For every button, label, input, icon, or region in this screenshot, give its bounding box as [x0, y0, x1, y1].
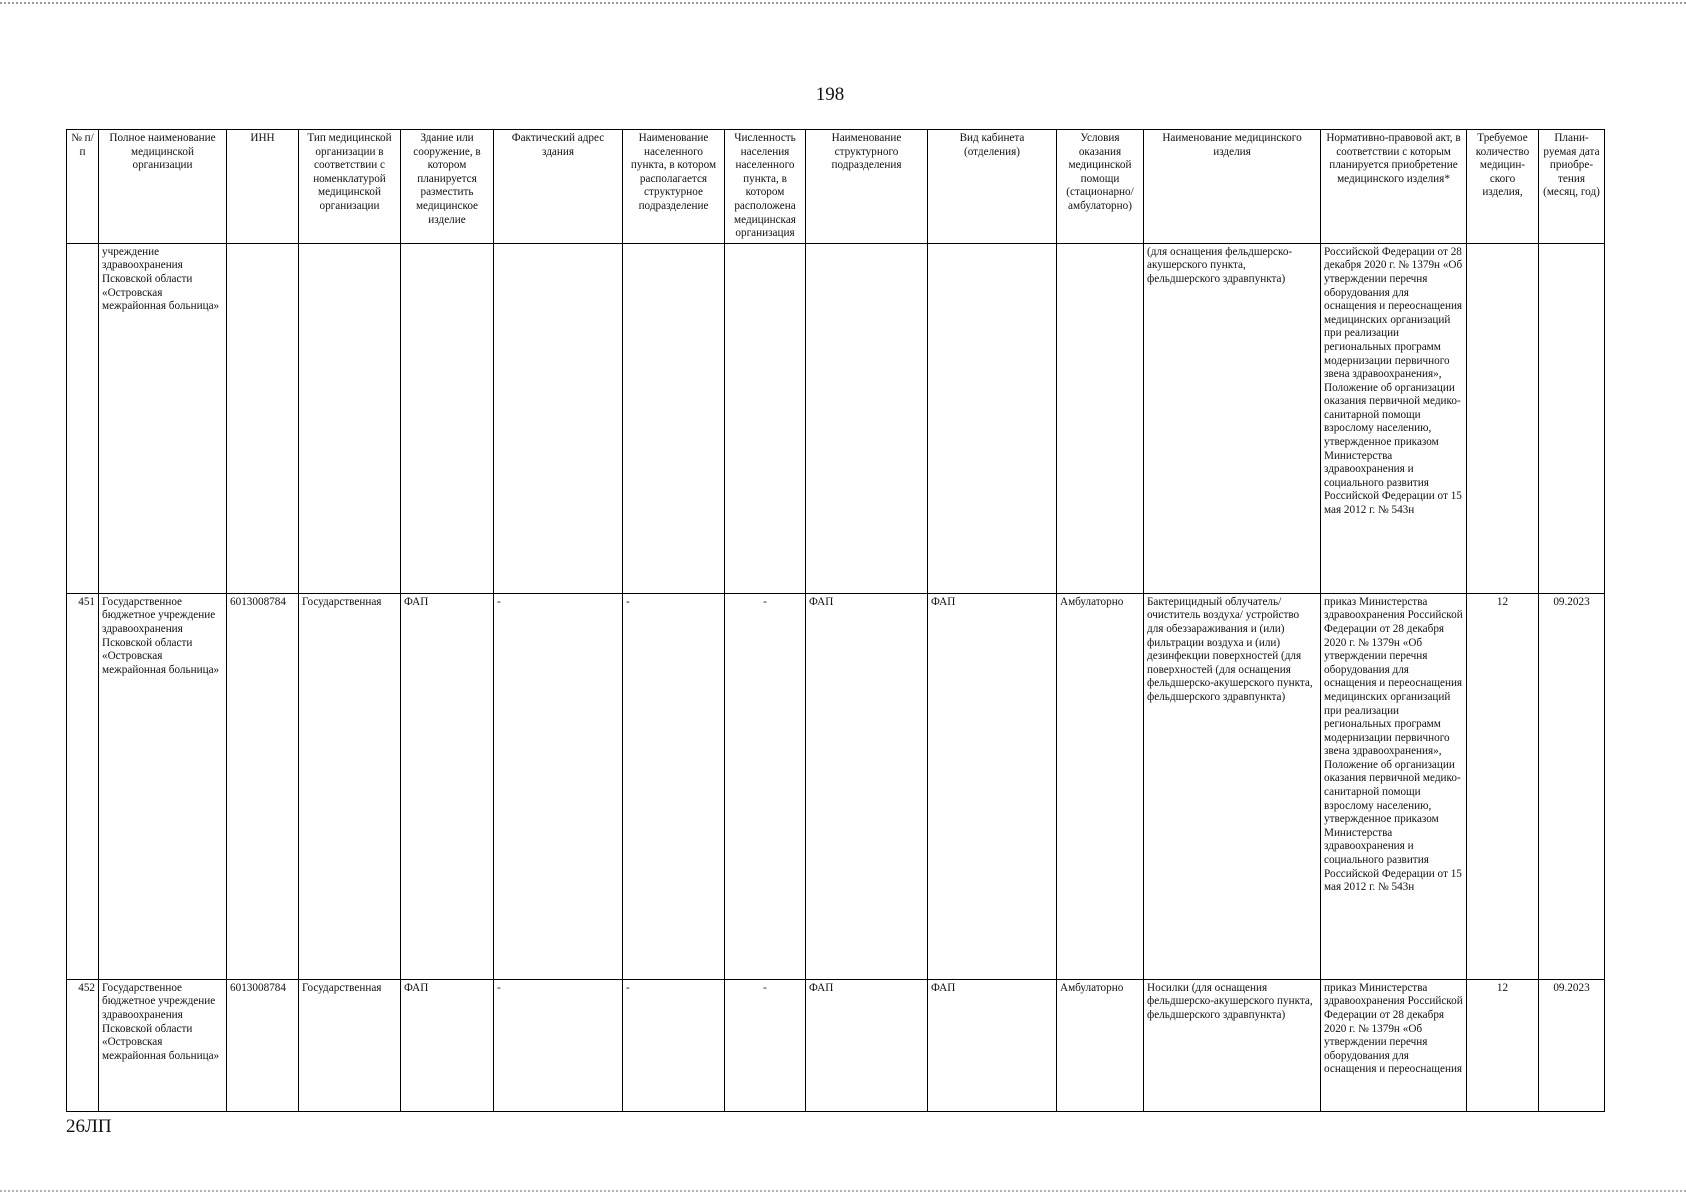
header-cabinet: Вид кабинета (отделения) — [928, 130, 1057, 244]
header-conditions: Условия оказания медицинской помощи (стационарно/ амбулаторно) — [1057, 130, 1144, 244]
cell-qty: 12 — [1467, 979, 1539, 1111]
cell-building: ФАП — [401, 593, 494, 979]
header-address: Фактический адрес здания — [494, 130, 623, 244]
cell-population: - — [725, 979, 806, 1111]
scan-edge-top — [0, 2, 1686, 4]
header-type: Тип медицинской организации в соответствии с номенклатурой медицинской организации — [299, 130, 401, 244]
header-subdivision: Наименование структурного подразделения — [806, 130, 928, 244]
table-header-row — [67, 130, 1605, 244]
cell-act: Российской Федерации от 28 декабря 2020 г. № 1379н «Об утверждении перечня оборудования для оснащения и переоснащения медицинских организаций при реализации региональных программ модернизации первичного звена здравоохранения», Положение об организации оказания первичной медико-санитарной помощи взрослому населению, утвержденное приказом Министерства здравоохранения и социального развития Российской Федерации от 15 мая 2012 г. № 543н — [1321, 243, 1467, 593]
cell-date — [1539, 243, 1605, 593]
header-qty: Требуемое количество медицин-ского изделия, — [1467, 130, 1539, 244]
cell-cabinet: ФАП — [928, 979, 1057, 1111]
cell-building — [401, 243, 494, 593]
cell-subdivision — [806, 243, 928, 593]
cell-cabinet — [928, 243, 1057, 593]
cell-settlement: - — [623, 593, 725, 979]
equipment-table — [66, 129, 1605, 1112]
cell-act: приказ Министерства здравоохранения Российской Федерации от 28 декабря 2020 г. № 1379н «Об утверждении перечня оборудования для оснащения и переоснащения — [1321, 979, 1467, 1111]
cell-qty: 12 — [1467, 593, 1539, 979]
cell-device: Бактерицидный облучатель/ очиститель воздуха/ устройство для обеззараживания и (или) фильтрации воздуха и (или) дезинфекции поверхностей (для поверхностей (для оснащения фельдшерско-акушерского пункта, фельдшерского здравпункта) — [1144, 593, 1321, 979]
header-act: Нормативно-правовой акт, в соответствии с которым планируется приобретение медицинского изделия* — [1321, 130, 1467, 244]
cell-address: - — [494, 979, 623, 1111]
cell-org: Государственное бюджетное учреждение здравоохранения Псковской области «Островская межрайонная больница» — [99, 593, 227, 979]
cell-inn — [227, 243, 299, 593]
cell-act: приказ Министерства здравоохранения Российской Федерации от 28 декабря 2020 г. № 1379н «Об утверждении перечня оборудования для оснащения и переоснащения медицинских организаций при реализации региональных программ модернизации первичного звена здравоохранения», Положение об организации оказания первичной медико-санитарной помощи взрослому населению, утвержденное приказом Министерства здравоохранения и социального развития Российской Федерации от 15 мая 2012 г. № 543н — [1321, 593, 1467, 979]
cell-inn: 6013008784 — [227, 979, 299, 1111]
cell-building: ФАП — [401, 979, 494, 1111]
cell-qty — [1467, 243, 1539, 593]
cell-population: - — [725, 593, 806, 979]
table-row-continuation — [67, 243, 1605, 593]
cell-subdivision: ФАП — [806, 979, 928, 1111]
cell-type: Государственная — [299, 979, 401, 1111]
cell-num: 452 — [67, 979, 99, 1111]
cell-conditions — [1057, 243, 1144, 593]
header-device: Наименование медицинского изделия — [1144, 130, 1321, 244]
cell-num — [67, 243, 99, 593]
cell-settlement — [623, 243, 725, 593]
cell-address — [494, 243, 623, 593]
cell-type: Государственная — [299, 593, 401, 979]
header-settlement: Наименование населенного пункта, в котором располагается структурное подразделение — [623, 130, 725, 244]
header-org: Полное наименование медицинской организации — [99, 130, 227, 244]
scan-edge-bottom — [0, 1190, 1686, 1192]
cell-device: Носилки (для оснащения фельдшерско-акушерского пункта, фельдшерского здравпункта) — [1144, 979, 1321, 1111]
cell-population — [725, 243, 806, 593]
cell-date: 09.2023 — [1539, 979, 1605, 1111]
cell-org: Государственное бюджетное учреждение здравоохранения Псковской области «Островская межрайонная больница» — [99, 979, 227, 1111]
header-inn: ИНН — [227, 130, 299, 244]
cell-subdivision: ФАП — [806, 593, 928, 979]
header-num: № п/п — [67, 130, 99, 244]
cell-type — [299, 243, 401, 593]
cell-date: 09.2023 — [1539, 593, 1605, 979]
cell-conditions: Амбулаторно — [1057, 593, 1144, 979]
cell-inn: 6013008784 — [227, 593, 299, 979]
cell-address: - — [494, 593, 623, 979]
header-date: Плани-руемая дата приобре-тения (месяц, год) — [1539, 130, 1605, 244]
page-number: 198 — [815, 84, 845, 105]
header-population: Численность населения населенного пункта, в котором расположена медицинская организация — [725, 130, 806, 244]
cell-cabinet: ФАП — [928, 593, 1057, 979]
table-row — [67, 593, 1605, 979]
cell-num: 451 — [67, 593, 99, 979]
cell-device: (для оснащения фельдшерско-акушерского пункта, фельдшерского здравпункта) — [1144, 243, 1321, 593]
cell-conditions: Амбулаторно — [1057, 979, 1144, 1111]
table-row — [67, 979, 1605, 1111]
header-building: Здание или сооружение, в котором планируется разместить медицинское изделие — [401, 130, 494, 244]
footer-code: 26ЛП — [66, 1116, 112, 1137]
cell-org: учреждение здравоохранения Псковской области «Островская межрайонная больница» — [99, 243, 227, 593]
cell-settlement: - — [623, 979, 725, 1111]
